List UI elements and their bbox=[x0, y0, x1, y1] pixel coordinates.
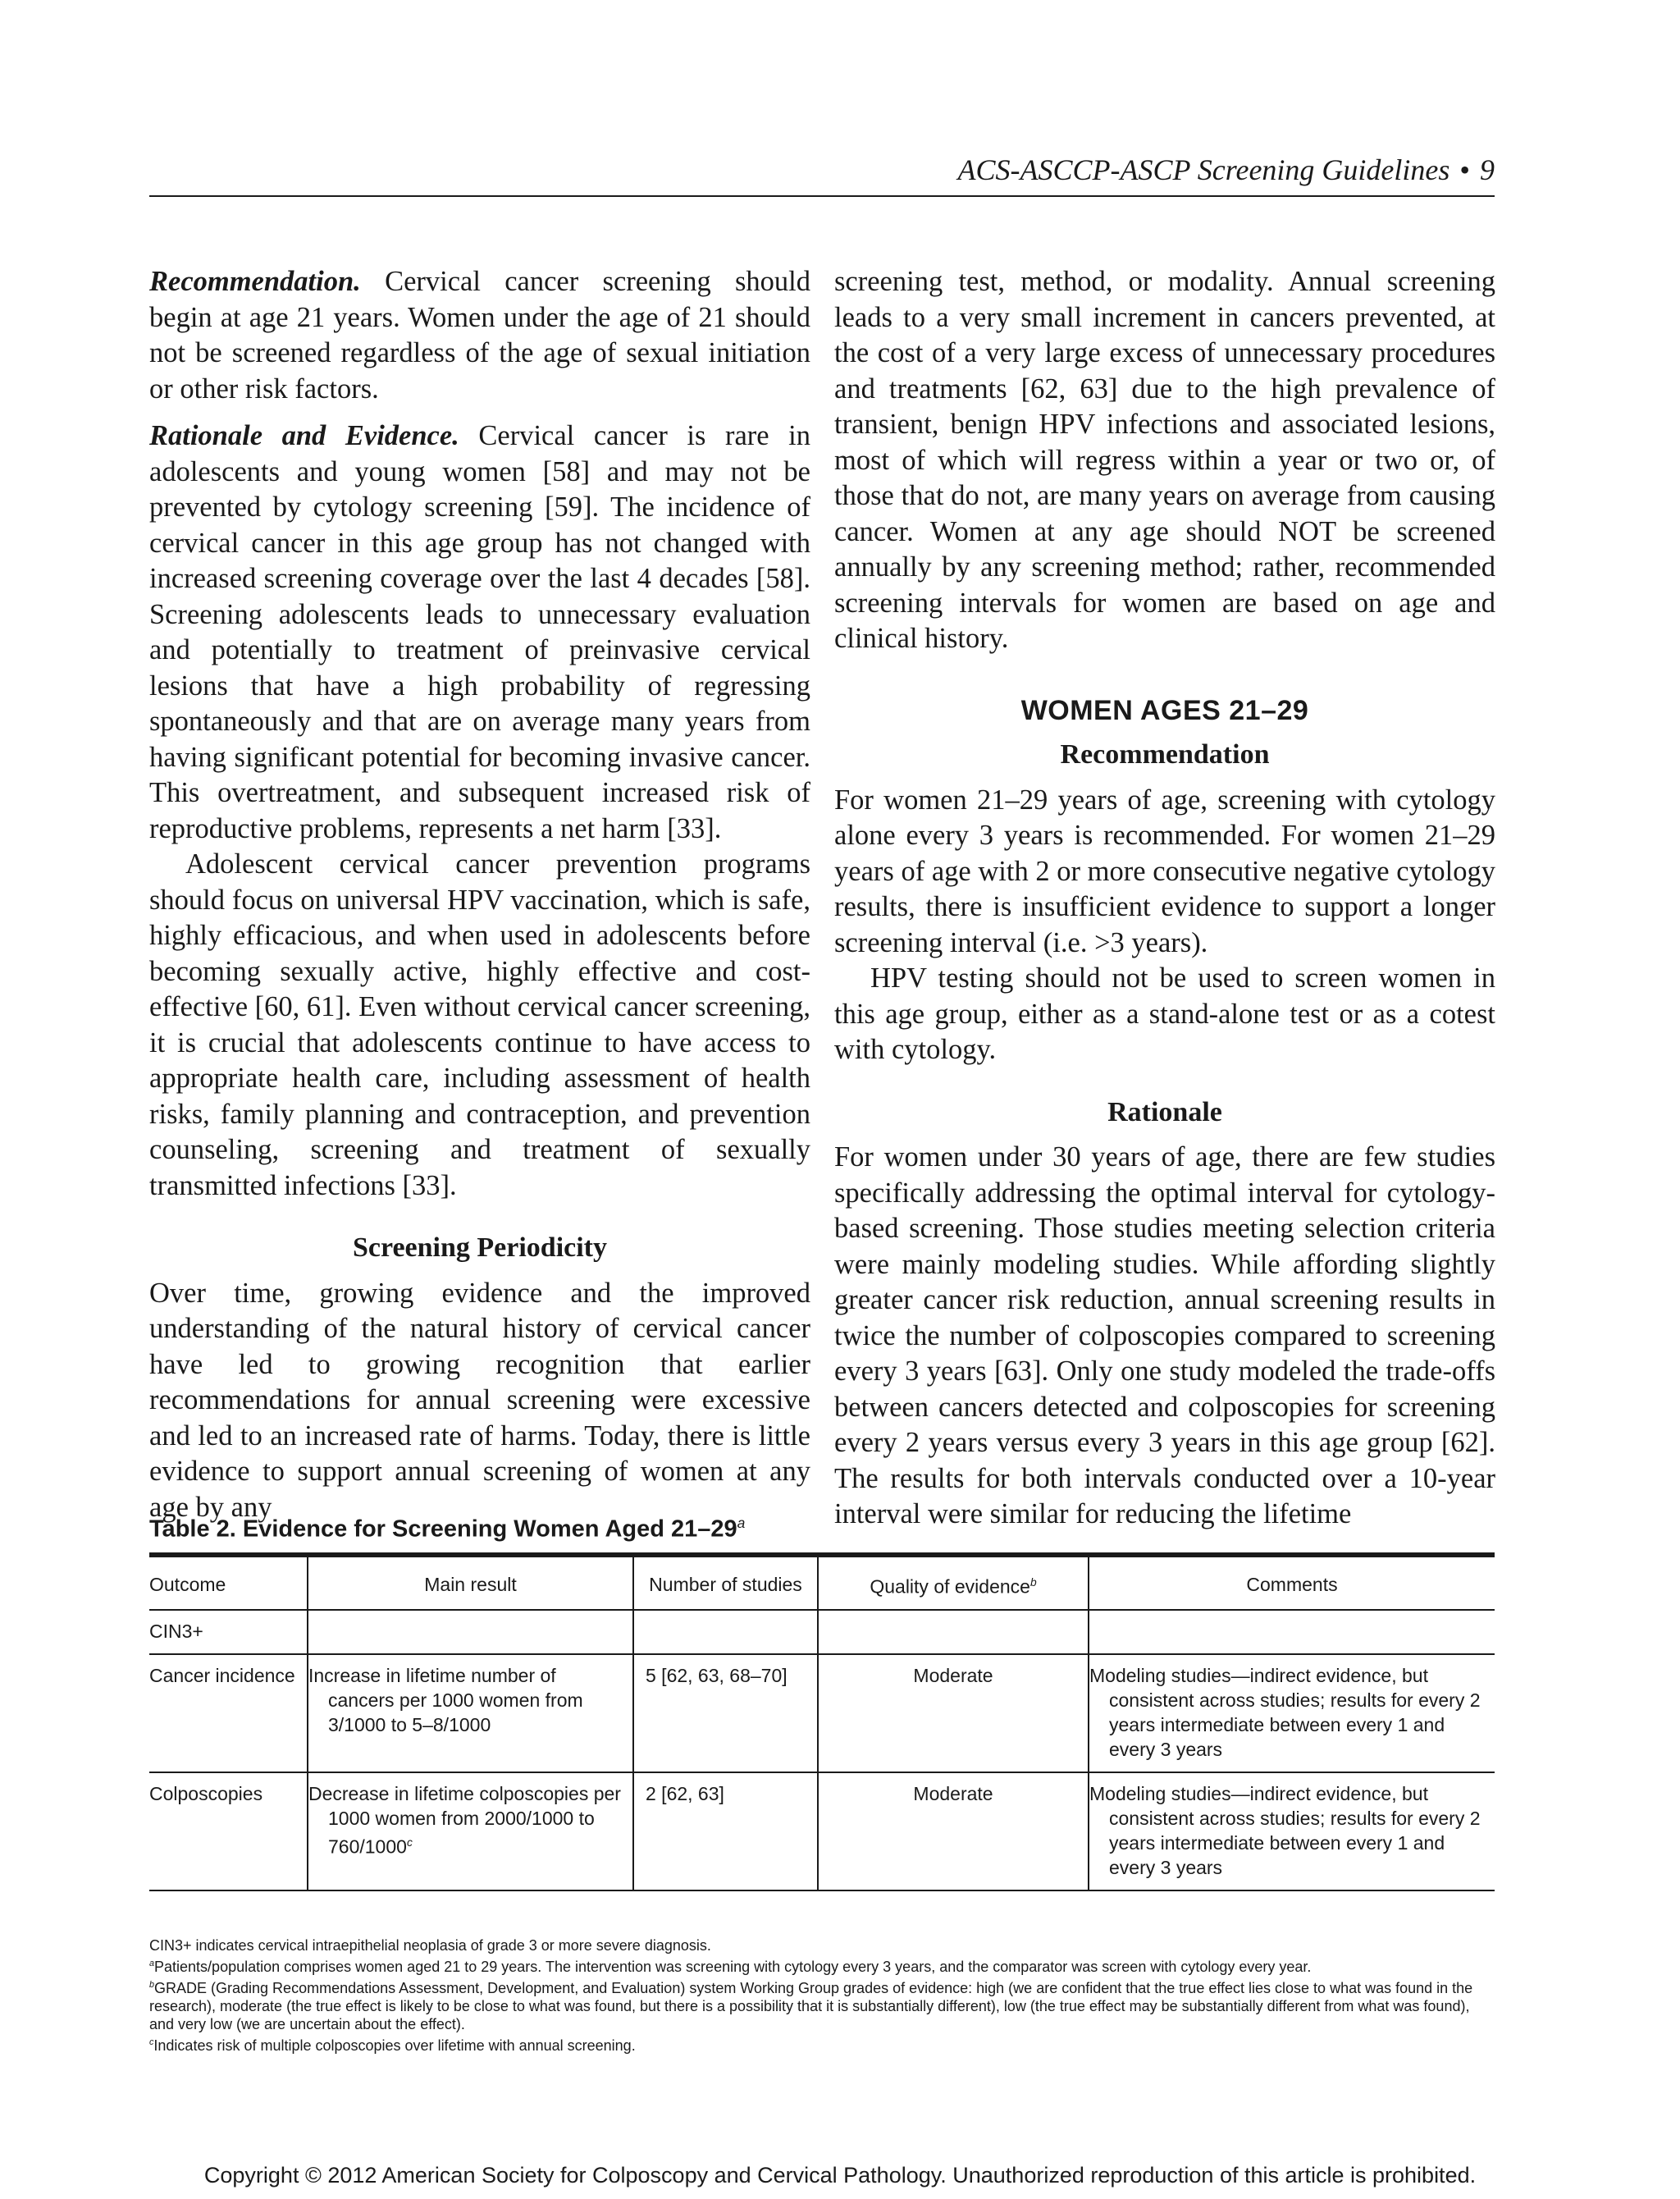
table-row bbox=[149, 1654, 1495, 1772]
table-group-row bbox=[149, 1610, 1495, 1654]
cell-main-result-text: Decrease in lifetime colposcopies per 1000 women from 2000/1000 to 760/1000 bbox=[308, 1782, 621, 1858]
left-column bbox=[149, 264, 810, 1525]
cell-quality: Moderate bbox=[818, 1654, 1089, 1772]
rationale-text: Cervical cancer is rare in adolescents and young women [58] and may not be prevented by cytology screening [59]. The incidence of cervical cancer in this age group has not changed with increased screening coverage over the last 4 decades [58]. Screening adolescents leads to unnecessary evaluation and potentially to treatment of preinvasive cervical lesions that have a high probability of regressing spontaneously and that are on average many years from having significant potential for becoming invasive cancer. This overtreatment, and subsequent increased risk of reproductive problems, represents a net harm [33]. bbox=[149, 420, 810, 844]
empty-cell bbox=[633, 1610, 818, 1654]
footnote-c bbox=[149, 2033, 1495, 2055]
footnote-a bbox=[149, 1954, 1495, 1976]
cell-outcome: Colposcopies bbox=[149, 1772, 308, 1890]
table-caption-footnote-mark: a bbox=[737, 1515, 746, 1531]
col-header-comments: Comments bbox=[1089, 1555, 1495, 1610]
empty-cell bbox=[818, 1610, 1089, 1654]
footnote-b-mark: b bbox=[149, 1980, 155, 1990]
table-footnotes bbox=[149, 1936, 1495, 2055]
group-label-cin3: CIN3+ bbox=[149, 1610, 308, 1654]
footnote-c-mark: c bbox=[149, 2037, 154, 2047]
empty-cell bbox=[1089, 1610, 1495, 1654]
recommendation-21-29-paragraph: For women 21–29 years of age, screening with cytology alone every 3 years is recommended. For women 21–29 years of age with 2 or more consecutive negative cytology results, there is insufficient evidence to support a longer screening interval (i.e. >3 years). bbox=[834, 784, 1495, 958]
col-header-main-result: Main result bbox=[308, 1555, 633, 1610]
footnote-cin3: CIN3+ indicates cervical intraepithelial neoplasia of grade 3 or more severe diagnosis. bbox=[149, 1937, 711, 1954]
cell-main-result bbox=[308, 1772, 633, 1890]
evidence-table bbox=[149, 1552, 1495, 1891]
rationale-21-29-paragraph: For women under 30 years of age, there are few studies specifically addressing the optimal interval for cytology-based screening. Those studies meeting selection criteria were mainly modeling studies. While affording slightly greater cancer risk reduction, annual screening results in twice the number of colposcopies compared to screening every 3 years [63]. Only one study modeled the trade-offs between cancers detected and colposcopies for screening every 2 years versus every 3 years in this age group [62]. The results for both intervals conducted over a 10-year interval were similar for reducing the lifetime bbox=[834, 1141, 1495, 1529]
cell-quality: Moderate bbox=[818, 1772, 1089, 1890]
cell-footnote-mark: c bbox=[406, 1836, 413, 1849]
cell-main-result-text: Increase in lifetime number of cancers per 1000 women from 3/1000 to 5–8/1000 bbox=[308, 1664, 583, 1735]
copyright-notice: Copyright © 2012 American Society for Colposcopy and Cervical Pathology. Unauthorized reproduction of this article is prohibited. bbox=[203, 2163, 1477, 2188]
page-number: 9 bbox=[1480, 153, 1495, 186]
periodicity-paragraph: Over time, growing evidence and the improved understanding of the natural history of cervical cancer have led to growing recognition that earlier recommendations for annual screening were excessive and led to an increased rate of harms. Today, there is little evidence to support annual screening of women at any age by any bbox=[149, 1277, 810, 1523]
footnote-a-text: Patients/population comprises women aged 21 to 29 years. The intervention was screening with cytology every 3 years, and the comparator was screen with cytology every year. bbox=[154, 1959, 1312, 1975]
cell-comments: Modeling studies—indirect evidence, but consistent across studies; results for every 2 years intermediate between every 1 and every 3 years bbox=[1089, 1654, 1495, 1772]
table-caption-text: Table 2. Evidence for Screening Women Aged 21–29 bbox=[149, 1516, 737, 1543]
running-title: ACS-ASCCP-ASCP Screening Guidelines bbox=[957, 153, 1450, 186]
cell-number-of-studies: 2 [62, 63] bbox=[633, 1772, 818, 1890]
table-row bbox=[149, 1772, 1495, 1890]
recommendation-paragraph bbox=[149, 264, 810, 407]
col-header-outcome: Outcome bbox=[149, 1555, 308, 1610]
table-caption bbox=[149, 1515, 745, 1543]
cell-number-of-studies: 5 [62, 63, 68–70] bbox=[633, 1654, 818, 1772]
footnote-b bbox=[149, 1976, 1495, 2033]
cell-outcome: Cancer incidence bbox=[149, 1654, 308, 1772]
rationale-label: Rationale and Evidence. bbox=[149, 420, 459, 451]
cell-comments: Modeling studies—indirect evidence, but consistent across studies; results for every 2 years intermediate between every 1 and every 3 years bbox=[1089, 1772, 1495, 1890]
right-column bbox=[834, 264, 1495, 1533]
footnote-c-text: Indicates risk of multiple colposcopies over lifetime with annual screening. bbox=[153, 2037, 636, 2054]
recommendation-label: Recommendation. bbox=[149, 266, 361, 297]
recommendation-text: Cervical cancer screening should begin at age 21 years. Women under the age of 21 should not be screened regardless of the age of sexual initiation or other risk factors. bbox=[149, 266, 810, 405]
heading-recommendation: Recommendation bbox=[1060, 739, 1270, 770]
rationale-paragraph bbox=[149, 418, 810, 847]
col-header-quality-text: Quality of evidence bbox=[870, 1575, 1030, 1598]
annual-screening-paragraph: screening test, method, or modality. Annual screening leads to a very small increment in cancers prevented, at the cost of a very large excess of unnecessary procedures and treatments [62, 63] due to the high prevalence of transient, benign HPV infections and associated lesions, most of which will regress within a year or two or, of those that do not, are many years on average from causing cancer. Women at any age should NOT be screened annually by any screening method; rather, recommended screening intervals for women are based on age and clinical history. bbox=[834, 266, 1495, 654]
empty-cell bbox=[308, 1610, 633, 1654]
col-header-quality-footnote-mark: b bbox=[1029, 1576, 1037, 1589]
col-header-number-of-studies: Number of studies bbox=[633, 1555, 818, 1610]
heading-women-ages-21-29: WOMEN AGES 21–29 bbox=[1020, 694, 1309, 726]
footnote-a-mark: a bbox=[149, 1959, 155, 1968]
prevention-paragraph: Adolescent cervical cancer prevention programs should focus on universal HPV vaccination, which is safe, highly efficacious, and when used in adolescents before becoming sexually active, highly effective and cost-effective [60, 61]. Even without cervical cancer screening, it is crucial that adolescents continue to have access to appropriate health care, including assessment of health risks, family planning and contraception, and prevention counseling, screening and treatment of sexually transmitted infections [33]. bbox=[149, 848, 810, 1201]
header-separator: • bbox=[1459, 153, 1470, 186]
table-header-row bbox=[149, 1555, 1495, 1610]
heading-rationale: Rationale bbox=[1107, 1096, 1222, 1127]
heading-screening-periodicity: Screening Periodicity bbox=[352, 1232, 608, 1263]
hpv-testing-paragraph: HPV testing should not be used to screen women in this age group, either as a stand-alone test or as a cotest with cytology. bbox=[834, 962, 1495, 1065]
footnote-b-text: GRADE (Grading Recommendations Assessment, Development, and Evaluation) system Working Group grades of evidence: high (we are confident that the true effect lies close to what was found in the research), moderate (the true effect is likely to be close to what was found, but there is a possibility that it is substantially different), low (the true effect may be substantially different from what was found), and very low (we are uncertain about the effect). bbox=[149, 1980, 1473, 2032]
col-header-quality bbox=[818, 1555, 1089, 1610]
cell-main-result bbox=[308, 1654, 633, 1772]
header-rule bbox=[149, 195, 1495, 197]
running-header bbox=[149, 153, 1495, 187]
